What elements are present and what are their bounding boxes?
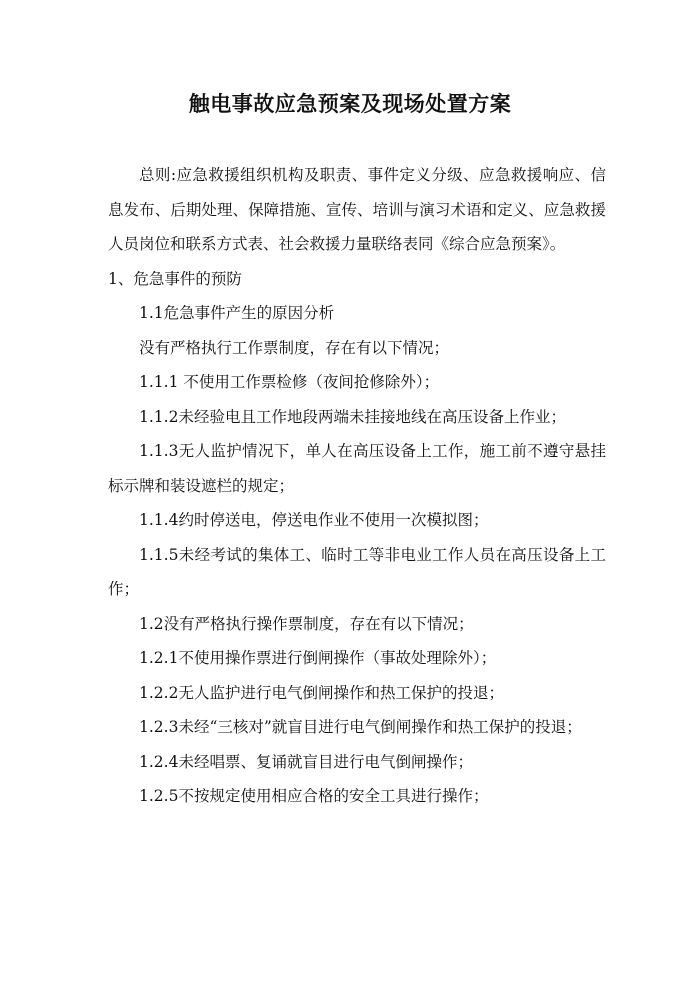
paragraph: 没有严格执行工作票制度，存在有以下情况； [139, 338, 450, 357]
paragraph: 1.2没有严格执行操作票制度，存在有以下情况； [139, 614, 474, 633]
paragraph: 1.1.4约时停送电，停送电作业不使用一次模拟图； [139, 511, 489, 529]
paragraph: 1、危急事件的预防 [108, 269, 242, 288]
document-body [108, 158, 606, 814]
paragraph: 1.2.3未经“三核对”就盲目进行电气倒闸操作和热工保护的投退； [139, 718, 582, 736]
paragraph: 1.2.1不使用操作票进行倒闸操作（事故处理除外）； [139, 649, 497, 667]
paragraph: 1.1.1 不使用工作票检修（夜间抢修除外）； [139, 373, 440, 391]
paragraph: 1.1.2未经验电且工作地段两端未挂接地线在高压设备上作业； [139, 407, 566, 426]
paragraph: 1.2.5不按规定使用相应合格的安全工具进行操作； [139, 787, 489, 805]
paragraph: 1.2.4未经唱票、复诵就盲目进行电气倒闸操作； [139, 752, 473, 771]
paragraph: 总则:应急救援组织机构及职责、事件定义分级、应急救援响应、信息发布、后期处理、保障措施、宣传、培训与演习术语和定义、应急救援人员岗位和联系方式表、社会救援力量联络表同《综合应急预案》。 [108, 166, 606, 253]
paragraph: 1.1危急事件产生的原因分析 [139, 304, 335, 322]
paragraph: 1.1.5未经考试的集体工、临时工等非电业工作人员在高压设备上工作； [108, 545, 606, 598]
paragraph: 1.2.2无人监护进行电气倒闸操作和热工保护的投退； [139, 683, 504, 702]
document-title: 触电事故应急预案及现场处置方案 [188, 92, 512, 116]
paragraph: 1.1.3无人监护情况下，单人在高压设备上工作，施工前不遵守悬挂标示牌和装设遮栏的规定； [108, 442, 606, 495]
